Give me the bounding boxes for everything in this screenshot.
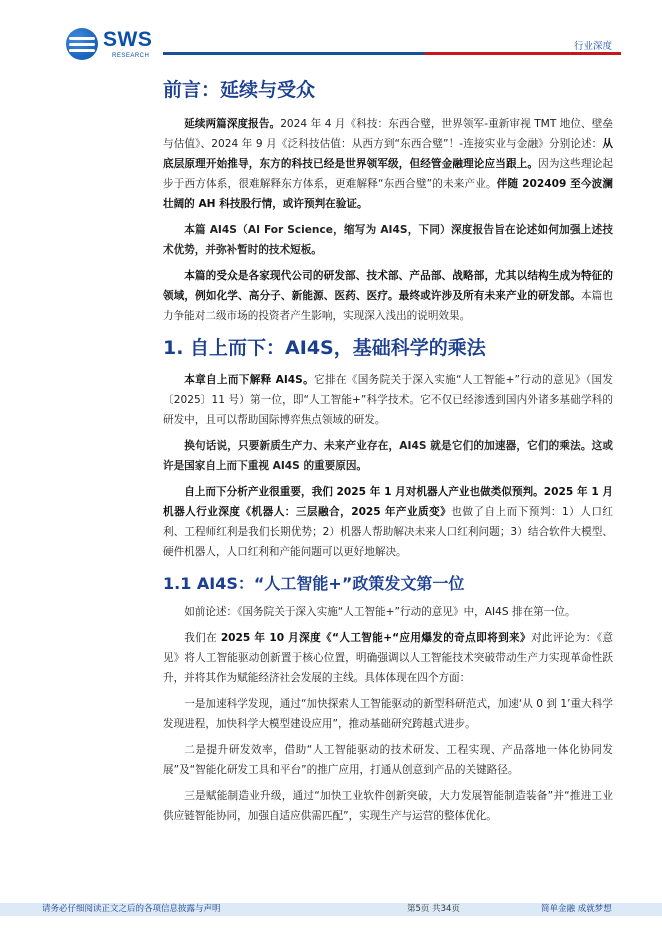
ch1-p1-text: 它排在《国务院关于深入实施“人工智能+”行动的意见》（国发〔2025〕11 号）第一位，即“人工智能+”科学技术。它不仅已经渗透到国内外诸多基础学科的研发中，且可以帮助国际博弈焦点领域的研发。	[163, 374, 613, 426]
intro-p3-text: 本篇也力争能对二级市场的投资者产生影响，实现深入浅出的说明效果。	[163, 290, 613, 322]
chapter-1-title: 1. 自上而下：AI4S，基础科学的乘法	[163, 337, 486, 359]
logo-subtext: RESEARCH	[112, 53, 150, 59]
page-header	[0, 0, 662, 66]
main-content	[163, 76, 613, 826]
intro-p3-bold: 本篇的受众是各家现代公司的研发部、技术部、产品部、战略部，尤其以结构生成为特征的领域，例如化学、高分子、新能源、医药、医疗。最终或许涉及所有未来产业的研发部。	[163, 270, 613, 302]
intro-p1-bold-2: 从底层原理开始推导，东方的科技已经是世界领军级，但经管金融理论应当跟上。	[163, 138, 613, 170]
chapter1-paragraph-3	[163, 482, 613, 562]
logo-text: SWS	[103, 28, 153, 51]
ch1-p1-bold: 本章自上而下解释 AI4S。	[184, 374, 315, 386]
section-title-intro: 前言：延续与受众	[163, 79, 316, 101]
logo-globe-icon	[66, 28, 98, 60]
section1-1-paragraph-3: 一是加速科学发现，通过“加快探索人工智能驱动的新型科研范式，加速‘从 0 到 1’重大科学发现进程，加快科学大模型建设应用”，推动基础研究跨越式进步。	[163, 698, 613, 730]
intro-p1-text-1: 2024 年 4 月《科技：东西合璧，世界领军-重新审视 TMT 地位、壁垒与估值》、2024 年 9 月《泛科技估值：从西方到“东西合璧”！-连接实业与金融》分别论述：	[163, 118, 613, 150]
section1-1-paragraph-5: 三是赋能制造业升级，通过“加快工业软件创新突破，大力发展智能制造装备”并“推进工业供应链智能协同，加强自适应供需匹配”，实现生产与运营的整体优化。	[163, 790, 613, 822]
intro-paragraph-2: 本篇 AI4S（AI For Science，缩写为 AI4S，下同）深度报告旨在论述如何加强上述技术优势，并弥补暂时的技术短板。	[163, 224, 613, 256]
section1-1-paragraph-1: 如前论述：《国务院关于深入实施“人工智能+”行动的意见》中，AI4S 排在第一位。	[184, 606, 576, 618]
header-rule-red	[425, 52, 621, 55]
section1-1-paragraph-2	[163, 628, 613, 688]
report-category: 行业深度	[574, 41, 613, 52]
s11-p2-text-2: 对此评论为：《意见》将人工智能驱动创新置于核心位置，明确强调以人工智能技术突破带动生产力实现革命性跃升，并将其作为赋能经济社会发展的主线。具体体现在四个方面：	[163, 632, 613, 684]
header-rule-blue	[163, 52, 425, 55]
intro-p1-text-2: 因为这些理论起步于西方体系，很难解释东方体系，更难解释“东西合璧”的未来产业。	[163, 158, 614, 190]
footer-slogan: 简单金融 成就梦想	[541, 904, 612, 914]
section1-1-paragraph-4: 二是提升研发效率，借助“人工智能驱动的技术研发、工程实现、产品落地一体化协同发展”及“智能化研发工具和平台”的推广应用，打通从创意到产品的关键路径。	[163, 744, 613, 776]
ch1-p3-text: 也做了自上而下预判：1）人口红利、工程师红利是我们长期优势；2）机器人帮助解决未来人口红利问题；3）结合软件大模型、硬件机器人，人口红利和产能问题可以更好地解决。	[163, 506, 613, 558]
sws-logo	[66, 28, 156, 62]
ch1-p3-bold: 自上而下分析产业很重要，我们 2025 年 1 月对机器人产业也做类似预判。2025 年 1 月机器人行业深度《机器人：三层融合，2025 年产业质变》	[163, 486, 613, 518]
chapter1-paragraph-1	[163, 370, 613, 430]
chapter1-paragraph-2: 换句话说，只要新质生产力、未来产业存在，AI4S 就是它们的加速器，它们的乘法。这或许是国家自上而下重视 AI4S 的重要原因。	[163, 440, 613, 472]
page-number: 第5页 共34页	[407, 904, 460, 914]
intro-paragraph-1	[163, 114, 613, 214]
section-1-1-title: 1.1 AI4S：“人工智能+”政策发文第一位	[163, 574, 465, 593]
intro-p1-bold-1: 延续两篇深度报告。	[184, 118, 281, 130]
intro-paragraph-3	[163, 266, 613, 326]
footer-disclaimer: 请务必仔细阅读正文之后的各项信息披露与声明	[42, 904, 221, 914]
s11-p2-text-1: 我们在	[184, 632, 221, 644]
s11-p2-bold: 2025 年 10 月深度《“人工智能+“应用爆发的奇点即将到来》	[220, 632, 531, 644]
intro-p1-bold-3: 伴随 202409 至今波澜壮阔的 AH 科技股行情，或许预判在验证。	[163, 178, 613, 210]
